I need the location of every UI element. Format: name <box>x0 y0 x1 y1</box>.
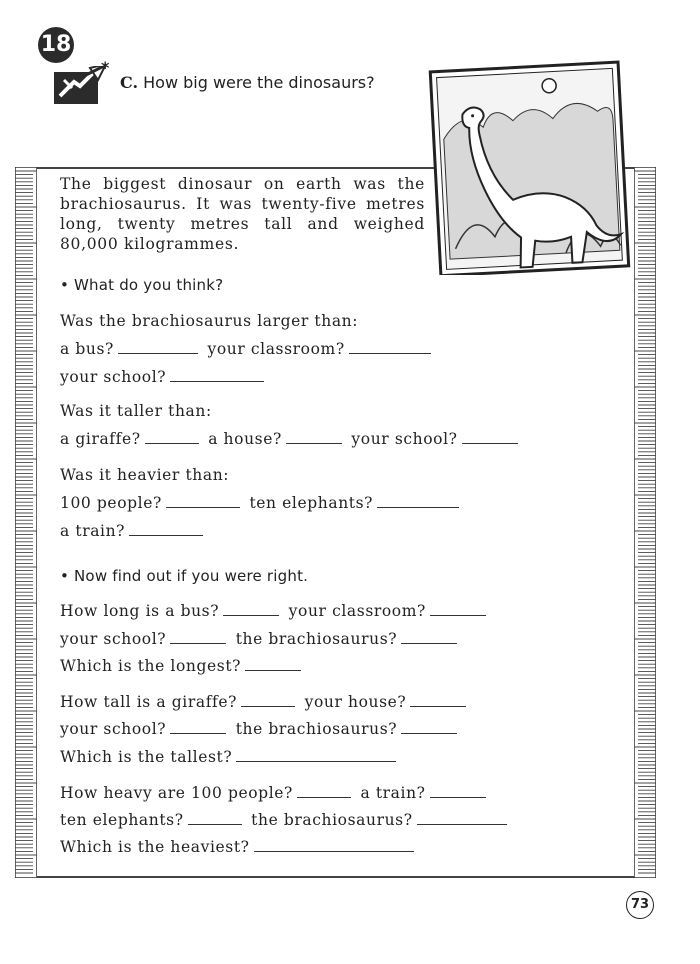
longest-blank[interactable] <box>245 669 301 671</box>
heavy-line-2 <box>60 811 511 829</box>
long-school-label: your school? <box>60 630 167 648</box>
long-classroom-blank[interactable] <box>430 614 486 616</box>
long-line-3 <box>60 657 305 675</box>
heavier-question: Was it heavier than: <box>60 466 230 484</box>
larger-question: Was the brachiosaurus larger than: <box>60 312 359 330</box>
tall-house-blank[interactable] <box>410 705 466 707</box>
left-ruler <box>15 167 37 878</box>
tall-brachiosaurus-label: the brachiosaurus? <box>235 720 398 738</box>
taller-question: Was it taller than: <box>60 402 212 420</box>
larger-classroom-label: your classroom? <box>207 340 345 358</box>
tallest-blank[interactable] <box>236 760 396 762</box>
long-bus-blank[interactable] <box>223 614 279 616</box>
long-line-1 <box>60 602 490 620</box>
taller-house-label: a house? <box>208 430 282 448</box>
heavy-elephants-label: ten elephants? <box>60 811 184 829</box>
tall-brachiosaurus-blank[interactable] <box>401 732 457 734</box>
larger-classroom-blank[interactable] <box>349 352 431 354</box>
brachiosaurus-illustration <box>421 45 633 275</box>
section-title-text: How big were the dinosaurs? <box>143 73 375 92</box>
long-school-blank[interactable] <box>170 642 226 644</box>
larger-bus-blank[interactable] <box>118 352 198 354</box>
larger-bus-label: a bus? <box>60 340 114 358</box>
long-line-2 <box>60 630 461 648</box>
heavy-line-1 <box>60 784 490 802</box>
heavy-elephants-blank[interactable] <box>188 823 242 825</box>
heavy-train-label: a train? <box>360 784 426 802</box>
taller-house-blank[interactable] <box>286 442 342 444</box>
heavy-train-blank[interactable] <box>430 796 486 798</box>
find-prompt: • Now find out if you were right. <box>60 567 309 585</box>
star-marker: * <box>101 58 110 77</box>
page-number: 73 <box>626 891 654 919</box>
tall-school-label: your school? <box>60 720 167 738</box>
heavier-train-blank[interactable] <box>129 534 203 536</box>
long-bus-label: How long is a bus? <box>60 602 220 620</box>
heavy-line-3 <box>60 838 418 856</box>
heavier-train-label: a train? <box>60 522 126 540</box>
heavy-brachiosaurus-label: the brachiosaurus? <box>251 811 413 829</box>
larger-school-label: your school? <box>60 368 167 386</box>
heaviest-blank[interactable] <box>254 850 414 852</box>
tall-line-1 <box>60 693 470 711</box>
longest-question: Which is the longest? <box>60 657 242 675</box>
heavier-line-1 <box>60 494 463 512</box>
tall-house-label: your house? <box>304 693 407 711</box>
tallest-question: Which is the tallest? <box>60 748 233 766</box>
heavier-people-blank[interactable] <box>166 506 240 508</box>
taller-line <box>60 430 522 448</box>
heavy-people-blank[interactable] <box>297 796 351 798</box>
long-brachiosaurus-label: the brachiosaurus? <box>235 630 398 648</box>
heaviest-question: Which is the heaviest? <box>60 838 250 856</box>
taller-school-label: your school? <box>351 430 458 448</box>
heavy-people-label: How heavy are 100 people? <box>60 784 293 802</box>
tall-line-3 <box>60 748 400 766</box>
heavier-line-2 <box>60 522 207 540</box>
taller-school-blank[interactable] <box>462 442 518 444</box>
heavier-elephants-label: ten elephants? <box>249 494 374 512</box>
tall-giraffe-label: How tall is a giraffe? <box>60 693 238 711</box>
section-letter: C. <box>120 73 139 92</box>
heavier-people-label: 100 people? <box>60 494 162 512</box>
heavy-brachiosaurus-blank[interactable] <box>417 823 507 825</box>
long-classroom-label: your classroom? <box>288 602 426 620</box>
taller-giraffe-label: a giraffe? <box>60 430 141 448</box>
think-prompt: • What do you think? <box>60 276 224 294</box>
unit-number-badge: 18 <box>38 27 74 63</box>
section-title <box>120 73 375 92</box>
tall-school-blank[interactable] <box>170 732 226 734</box>
larger-school-blank[interactable] <box>170 380 264 382</box>
intro-paragraph: The biggest dinosaur on earth was the brachiosaurus. It was twenty-five metres long, twenty metres tall and weighed 80,000 kilogrammes. <box>60 175 425 253</box>
taller-giraffe-blank[interactable] <box>145 442 199 444</box>
tall-line-2 <box>60 720 461 738</box>
right-ruler <box>634 167 656 878</box>
larger-line-1 <box>60 340 435 358</box>
long-brachiosaurus-blank[interactable] <box>401 642 457 644</box>
heavier-elephants-blank[interactable] <box>377 506 459 508</box>
larger-line-2 <box>60 368 268 386</box>
tall-giraffe-blank[interactable] <box>241 705 295 707</box>
